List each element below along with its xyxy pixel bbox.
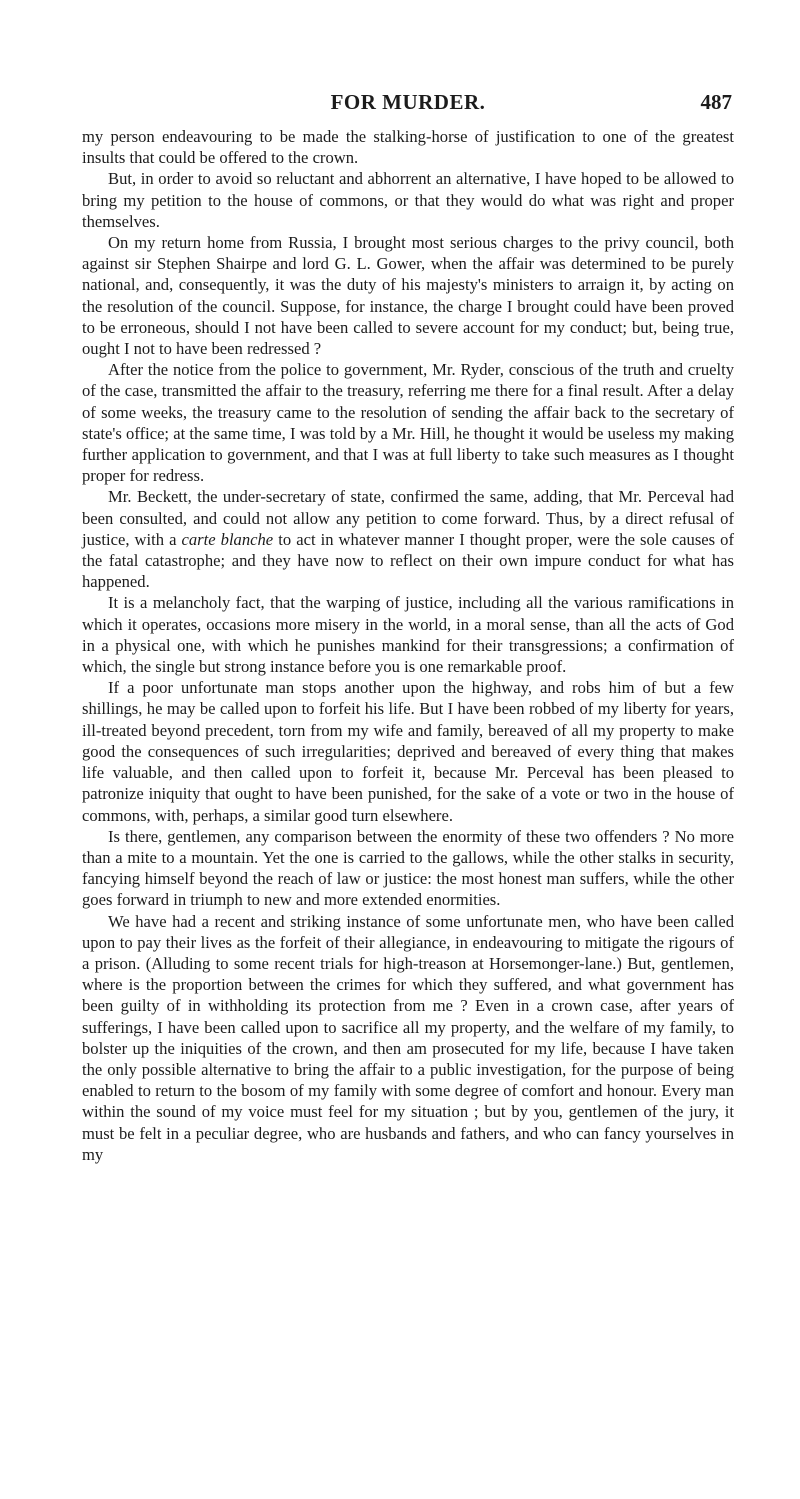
body-text	[82, 126, 734, 1165]
page-number: 487	[700, 90, 732, 114]
running-title: FOR MURDER.	[330, 90, 486, 114]
italic-phrase: carte blanche	[181, 529, 274, 549]
paragraph-text: to act in whatever manner I thought proper, were the sole causes of the fatal catastrophe; and they have now to reflect on their own impure conduct for what has happened.	[82, 529, 734, 592]
paragraph: After the notice from the police to government, Mr. Ryder, conscious of the truth and cruelty of the case, transmitted the affair to the treasury, referring me there for a final result. After a delay of some weeks, the treasury came to the resolution of sending the affair back to the secretary of state's office; at the same time, I was told by a Mr. Hill, he thought it would be useless my making further application to government, and that I was at full liberty to take such measures as I thought proper for redress.	[82, 360, 734, 486]
paragraph: If a poor unfortunate man stops another upon the highway, and robs him of but a few shillings, he may be called upon to forfeit his life. But I have been robbed of my liberty for years, ill-treated beyond precedent, torn from my wife and family, bereaved of all my property to make good the consequences of such irregularities; deprived and bereaved of every thing that makes life valuable, and then called upon to forfeit it, because Mr. Perceval has been pleased to patronize iniquity that ought to have been punished, for the sake of a vote or two in the house of commons, with, perhaps, a similar good turn elsewhere.	[82, 678, 734, 825]
paragraph-continued: my person endeavouring to be made the stalking-horse of justification to one of the greatest insults that could be offered to the crown.	[82, 127, 734, 168]
paragraph: We have had a recent and striking instance of some unfortunate men, who have been called upon to pay their lives as the forfeit of their allegiance, in endeavouring to mitigate the rigours of a prison. (Alluding to some recent trials for high-treason at Horsemonger-lane.) But, gentlemen, where is the proportion between the crimes for which they suffered, and what government has been guilty of in withholding its protection from me ? Even in a crown case, after years of sufferings, I have been called upon to sacrifice all my property, and the welfare of my family, to bolster up the iniquities of the crown, and then am prosecuted for my life, because I have taken the only possible alternative to bring the affair to a public investigation, for the purpose of being enabled to return to the bosom of my family with some degree of comfort and honour. Every man within the sound of my voice must feel for my situation ; but by you, gentlemen of the jury, it must be felt in a peculiar degree, who are husbands and fathers, and who can fancy yourselves in my	[82, 911, 734, 1164]
running-head	[82, 90, 734, 120]
paragraph: Is there, gentlemen, any comparison between the enormity of these two offenders ? No more than a mite to a mountain. Yet the one is carried to the gallows, while the other stalks in security, fancying himself beyond the reach of law or justice: the most honest man suffers, while the other goes forward in triumph to new and more extended enormities.	[82, 826, 734, 910]
paragraph	[82, 486, 734, 592]
paragraph: On my return home from Russia, I brought most serious charges to the privy council, both against sir Stephen Shairpe and lord G. L. Gower, when the affair was determined to be purely national, and, consequently, it was the duty of his majesty's ministers to arraign it, by acting on the resolution of the council. Suppose, for instance, the charge I brought could have been proved to be erroneous, should I not have been called to severe account for my conduct; but, being true, ought I not to have been redressed ?	[82, 233, 734, 359]
paragraph: But, in order to avoid so reluctant and abhorrent an alternative, I have hoped to be allowed to bring my petition to the house of commons, or that they would do what was right and proper themselves.	[82, 169, 734, 231]
paragraph: It is a melancholy fact, that the warping of justice, including all the various ramifications in which it operates, occasions more misery in the world, in a moral sense, than all the acts of God in a physical one, with which he punishes mankind for their transgressions; a confirmation of which, the single but strong instance before you is one remarkable proof.	[82, 593, 734, 677]
paragraph-text: Mr. Beckett, the under-secretary of state, confirmed the same, adding, that Mr. Perceval had been consulted, and could not allow any petition to come forward. Thus, by a direct refusal of justice, with a	[82, 487, 734, 549]
